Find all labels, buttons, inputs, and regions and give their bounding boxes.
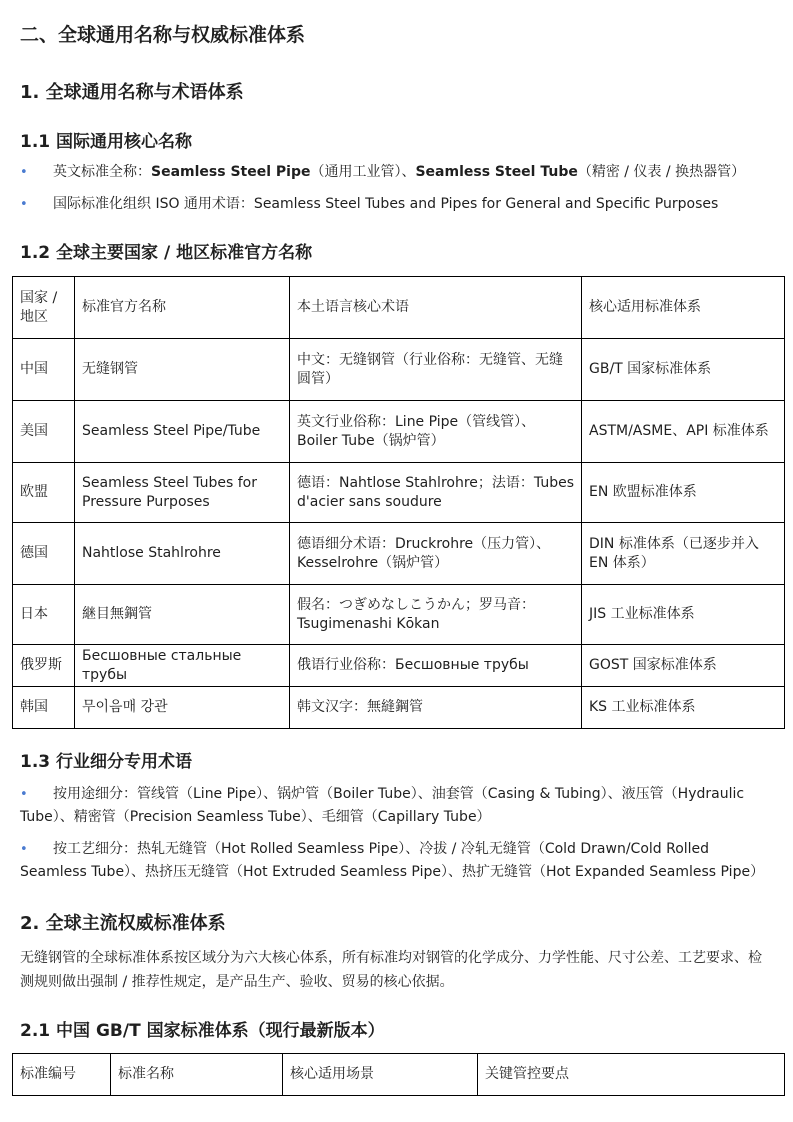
- table-header-row: [13, 1054, 785, 1096]
- table-cell: 德国: [13, 523, 75, 585]
- bullet-iso-term: [20, 193, 775, 216]
- table-cell: GB/T 国家标准体系: [582, 339, 785, 401]
- table-header-cell: 标准官方名称: [75, 277, 290, 339]
- section-1-2-heading: 1.2 全球主要国家 / 地区标准官方名称: [20, 243, 313, 263]
- main-heading: 二、全球通用名称与权威标准体系: [20, 24, 306, 46]
- table-row: [13, 645, 785, 687]
- table-cell: DIN 标准体系（已逐步并入 EN 体系）: [582, 523, 785, 585]
- table-cell: 中文：无缝钢管（行业俗称：无缝管、无缝圆管）: [290, 339, 582, 401]
- table-cell: 假名：つぎめなしこうかん；罗马音：Tsugimenashi Kōkan: [290, 585, 582, 645]
- table-cell: GOST 国家标准体系: [582, 645, 785, 687]
- table-cell: 무이음매 강관: [75, 687, 290, 729]
- table-cell: 中国: [13, 339, 75, 401]
- section-1-1-heading: 1.1 国际通用核心名称: [20, 132, 193, 152]
- table-row: [13, 523, 785, 585]
- table-cell: Seamless Steel Pipe/Tube: [75, 401, 290, 463]
- table-row: [13, 463, 785, 523]
- table-header-row: [13, 277, 785, 339]
- table-cell: KS 工业标准体系: [582, 687, 785, 729]
- table-cell: Nahtlose Stahlrohre: [75, 523, 290, 585]
- table-cell: Seamless Steel Tubes for Pressure Purposes: [75, 463, 290, 523]
- bullet-dot: •: [20, 787, 28, 802]
- section-2-paragraph: 无缝钢管的全球标准体系按区域分为六大核心体系，所有标准均对钢管的化学成分、力学性能、尺寸公差、工艺要求、检测规则做出强制 / 推荐性规定，是产品生产、验收、贸易的核心依据。: [20, 950, 762, 990]
- table-cell: 美国: [13, 401, 75, 463]
- section-1-heading: 1. 全球通用名称与术语体系: [20, 82, 244, 103]
- table-row: [13, 687, 785, 729]
- table-cell: 德语：Nahtlose Stahlrohre；法语：Tubes d'acier sans soudure: [290, 463, 582, 523]
- bullet-text: 国际标准化组织 ISO 通用术语：Seamless Steel Tubes and Pipes for General and Specific Purposes: [53, 196, 719, 212]
- bullet-usage-terms: [20, 783, 775, 829]
- table-cell: 欧盟: [13, 463, 75, 523]
- table-row: [13, 401, 785, 463]
- gb-standards-table: [12, 1053, 785, 1096]
- section-2-1-heading: 2.1 中国 GB/T 国家标准体系（现行最新版本）: [20, 1021, 385, 1041]
- table-cell: 俄罗斯: [13, 645, 75, 687]
- bold-term: Seamless Steel Pipe: [151, 164, 311, 180]
- table-header-cell: 标准编号: [13, 1054, 111, 1096]
- bullet-process-terms: [20, 838, 775, 884]
- table-cell: 韩文汉字：無縫鋼管: [290, 687, 582, 729]
- section-1-3-heading: 1.3 行业细分专用术语: [20, 752, 193, 772]
- section-2-heading: 2. 全球主流权威标准体系: [20, 913, 226, 934]
- table-header-cell: 本土语言核心术语: [290, 277, 582, 339]
- bullet-dot: •: [20, 197, 28, 212]
- table-header-cell: 核心适用标准体系: [582, 277, 785, 339]
- table-cell: 俄语行业俗称：Бесшовные трубы: [290, 645, 582, 687]
- bullet-english-name: [20, 161, 775, 184]
- bullet-text: 英文标准全称：: [53, 164, 151, 180]
- table-header-cell: 关键管控要点: [478, 1054, 785, 1096]
- table-cell: 韩国: [13, 687, 75, 729]
- table-cell: 无缝钢管: [75, 339, 290, 401]
- table-cell: Бесшовные стальные трубы: [75, 645, 290, 687]
- bullet-dot: •: [20, 165, 28, 180]
- table-row: [13, 585, 785, 645]
- table-cell: 英文行业俗称：Line Pipe（管线管）、Boiler Tube（锅炉管）: [290, 401, 582, 463]
- table-header-cell: 标准名称: [111, 1054, 283, 1096]
- table-cell: 継目無鋼管: [75, 585, 290, 645]
- table-row: [13, 339, 785, 401]
- table-cell: ASTM/ASME、API 标准体系: [582, 401, 785, 463]
- table-cell: EN 欧盟标准体系: [582, 463, 785, 523]
- table-cell: JIS 工业标准体系: [582, 585, 785, 645]
- bullet-text: 按用途细分：管线管（Line Pipe）、锅炉管（Boiler Tube）、油套管（Casing & Tubing）、液压管（Hydraulic Tube）、精密管（Precision Seamless Tube）、毛细管（Capillary Tube）: [20, 786, 745, 825]
- bullet-text: （通用工业管）、: [310, 164, 416, 180]
- table-cell: 德语细分术语：Druckrohre（压力管）、Kesselrohre（锅炉管）: [290, 523, 582, 585]
- table-header-cell: 国家 / 地区: [13, 277, 75, 339]
- country-names-table: [12, 276, 785, 729]
- bullet-text: （精密 / 仪表 / 换热器管）: [577, 164, 746, 180]
- table-cell: 日本: [13, 585, 75, 645]
- bullet-dot: •: [20, 842, 28, 857]
- table-header-cell: 核心适用场景: [283, 1054, 478, 1096]
- bullet-text: 按工艺细分：热轧无缝管（Hot Rolled Seamless Pipe）、冷拔 / 冷轧无缝管（Cold Drawn/Cold Rolled Seamless Tube）、热挤压无缝管（Hot Extruded Seamless Pipe）、热扩无缝管（Hot Expanded Seamless Pipe）: [20, 841, 765, 880]
- bold-term: Seamless Steel Tube: [415, 164, 578, 180]
